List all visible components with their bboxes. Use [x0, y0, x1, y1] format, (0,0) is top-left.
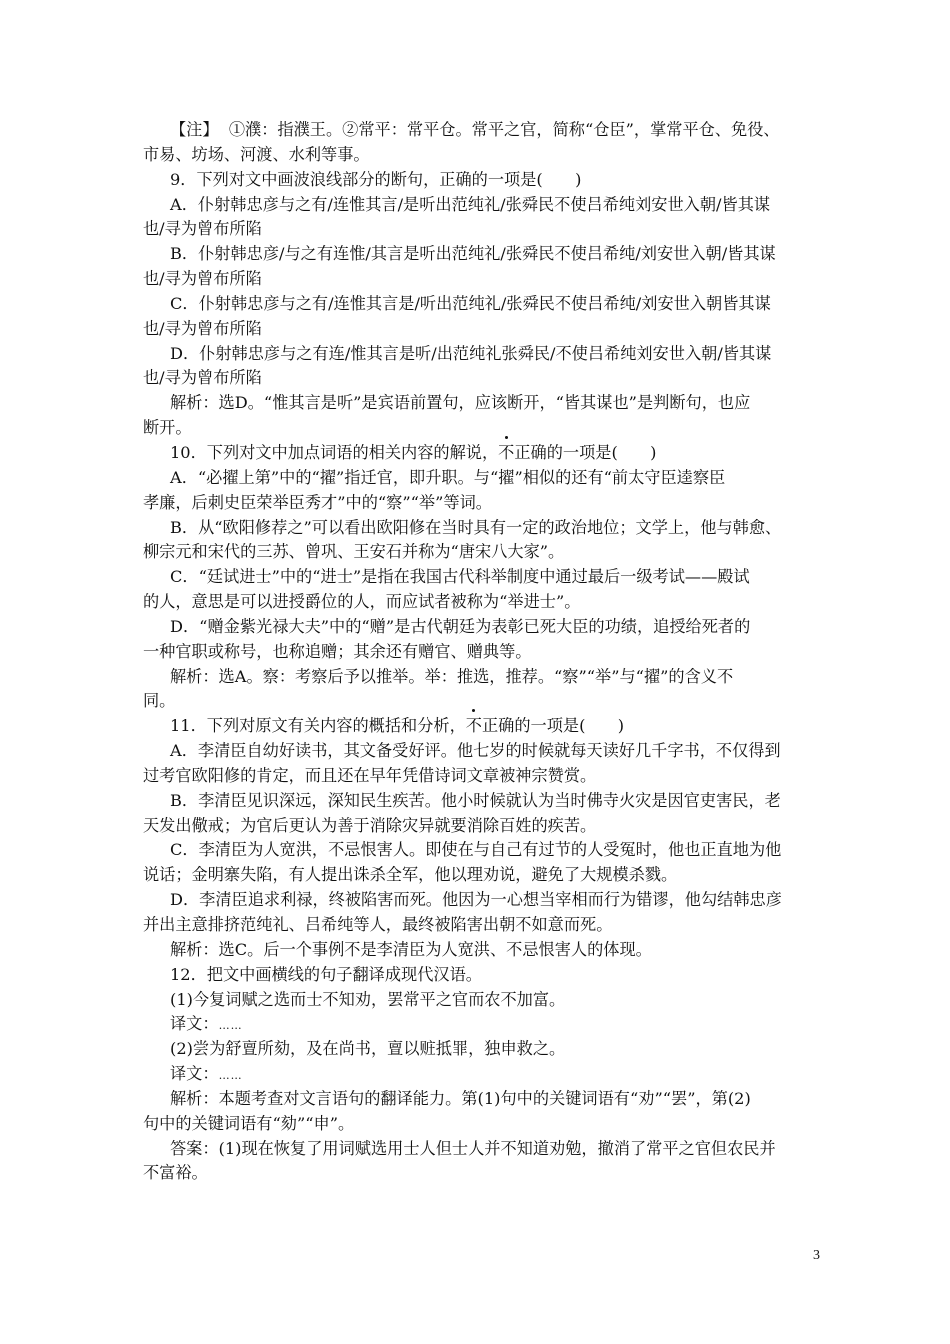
text-line — [143, 1012, 819, 1037]
text-line: 过考官欧阳修的肯定，而且还在早年凭借诗词文章被神宗赞赏。 — [143, 765, 597, 785]
text-line: 一种官职或称号，也称追赠；其余还有赠官、赠典等。 — [143, 641, 532, 661]
line-text: 译文： — [170, 1014, 219, 1034]
text-line: 解析：选D。“惟其言是听”是宾语前置句，应该断开，“皆其谋也”是判断句，也应 — [170, 393, 751, 413]
text-line: 答案：(1)现在恢复了用词赋选用士人但士人并不知道劝勉，撤消了常平之官但农民并 — [170, 1138, 776, 1158]
text-line: 说话；金明寨失陷，有人提出诛杀全军，他以理劝说，避免了大规模杀戮。 — [143, 865, 678, 885]
text-line: 解析：选A。察：考察后予以推举。举：推选，推荐。“察”“举”与“擢”的含义不 — [170, 666, 734, 686]
text-line: C．仆射韩忠彦与之有/连惟其言是/听出范纯礼/张舜民不使吕希纯/刘安世入朝皆其谋 — [170, 293, 771, 313]
text-line: 解析：本题考查对文言语句的翻译能力。第(1)句中的关键词语有“劝”“罢”，第(2) — [170, 1088, 751, 1108]
line-text: 11．下列对原文有关内容的概括和分析， — [170, 716, 466, 736]
text-line: 孝廉，后刺史臣荣举臣秀才”中的“察”“举”等词。 — [143, 492, 492, 512]
text-line: 解析：选C。后一个事例不是李清臣为人宽洪、不忌恨害人的体现。 — [170, 939, 652, 959]
text-line: 【注】 ①濮：指濮王。②常平：常平仓。常平之官，简称“仓臣”，掌常平仓、免役、 — [170, 120, 780, 139]
text-line: 也/寻为曾布所陷 — [143, 269, 262, 289]
text-line: 句中的关键词语有“劾”“申”。 — [143, 1113, 355, 1133]
text-line: C．李清臣为人宽洪，不忌恨害人。即使在与自己有过节的人受冤时，他也正直地为他 — [170, 840, 782, 860]
line-text: 正确的一项是( ) — [514, 442, 657, 462]
answer-blank-dots: …… — [218, 1019, 243, 1033]
document-body — [143, 118, 819, 1186]
text-line: A．“必擢上第”中的“擢”指迁官，即升职。与“擢”相似的还有“前太守臣逵察臣 — [170, 467, 726, 487]
text-line: B．李清臣见识深远，深知民生疾苦。他小时候就认为当时佛寺火灾是因官吏害民，老 — [170, 790, 781, 810]
text-line: (1)今复词赋之选而士不知劝，罢常平之官而农不加富。 — [170, 989, 566, 1009]
text-line — [143, 714, 819, 739]
text-line: 柳宗元和宋代的三苏、曾巩、王安石并称为“唐宋八大家”。 — [143, 542, 565, 562]
text-line: 并出主意排挤范纯礼、吕希纯等人，最终被陷害出朝不如意而死。 — [143, 915, 613, 934]
text-line: 也/寻为曾布所陷 — [143, 219, 262, 239]
text-line: 也/寻为曾布所陷 — [143, 368, 262, 388]
text-line: B．从“欧阳修荐之”可以看出欧阳修在当时具有一定的政治地位；文学上，他与韩愈、 — [170, 517, 782, 537]
text-line: A．仆射韩忠彦与之有/连惟其言/是听出范纯礼/张舜民不使吕希纯刘安世入朝/皆其谋 — [170, 194, 771, 214]
text-line: 不富裕。 — [143, 1163, 208, 1183]
line-text: 10．下列对文中加点词语的相关内容的解说， — [170, 442, 499, 462]
text-line: 天发出儆戒；为官后更认为善于消除灾异就要消除百姓的疾苦。 — [143, 815, 597, 835]
text-line: C．“廷试进士”中的“进士”是指在我国古代科举制度中通过最后一级考试——殿试 — [170, 567, 750, 587]
emphasis-dot-char: 不 — [466, 714, 482, 739]
text-line: D．仆射韩忠彦与之有连/惟其言是听/出范纯礼张舜民/不使吕希纯刘安世入朝/皆其谋 — [170, 343, 772, 363]
text-line: (2)尝为舒亶所劾，及在尚书，亶以赃抵罪，独申救之。 — [170, 1039, 566, 1059]
text-line: A．李清臣自幼好读书，其文备受好评。他七岁的时候就每天读好几千字书，不仅得到 — [170, 741, 781, 761]
page-number: 3 — [813, 1248, 820, 1263]
text-line: D．李清臣追求利禄，终被陷害而死。他因为一心想当宰相而行为错谬，他勾结韩忠彦 — [170, 890, 782, 910]
text-line: D．“赠金紫光禄大夫”中的“赠”是古代朝廷为表彰已死大臣的功绩，追授给死者的 — [170, 616, 751, 636]
line-text: 正确的一项是( ) — [481, 716, 625, 736]
emphasis-dot-char: 不 — [498, 441, 514, 466]
text-line — [143, 441, 819, 466]
text-line: 9．下列对文中画波浪线部分的断句，正确的一项是( ) — [170, 169, 582, 189]
text-line: 市易、坊场、河渡、水利等事。 — [143, 144, 370, 164]
text-line — [143, 1062, 819, 1087]
text-line: 同。 — [143, 691, 176, 711]
line-text: 译文： — [170, 1064, 219, 1084]
text-line: 也/寻为曾布所陷 — [143, 318, 262, 338]
answer-blank-dots: …… — [218, 1069, 243, 1083]
text-line: 的人，意思是可以进授爵位的人，而应试者被称为“举进士”。 — [143, 592, 581, 612]
text-line: B．仆射韩忠彦/与之有连惟/其言是听出范纯礼/张舜民不使吕希纯/刘安世入朝/皆其谋 — [170, 244, 776, 264]
text-line: 断开。 — [143, 418, 192, 438]
text-line: 12．把文中画横线的句子翻译成现代汉语。 — [170, 964, 482, 984]
